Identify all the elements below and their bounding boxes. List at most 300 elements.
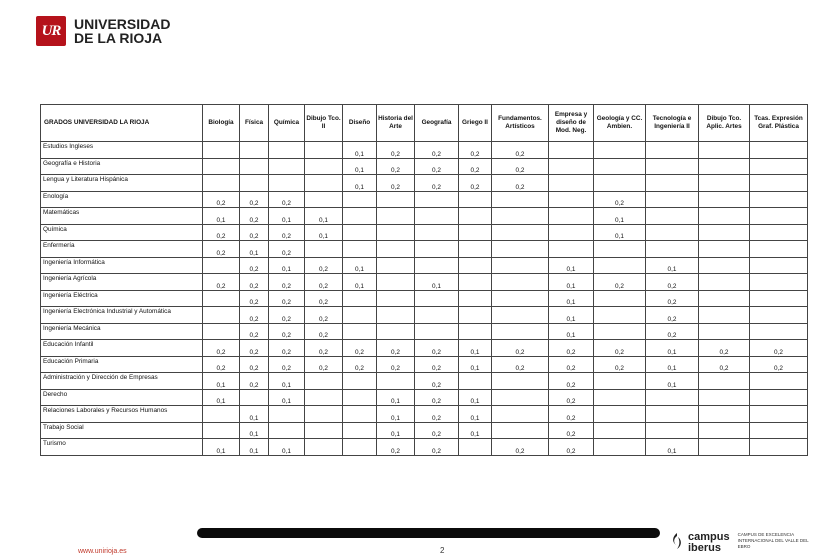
weight-cell: 0,2	[594, 191, 646, 208]
weight-cell	[699, 274, 750, 291]
weight-cell	[203, 422, 240, 439]
weight-cell: 0,2	[415, 356, 459, 373]
weight-cell: 0,2	[492, 439, 549, 456]
page-number: 2	[440, 546, 445, 555]
weight-cell	[240, 142, 269, 159]
weight-cell	[492, 307, 549, 324]
weight-cell: 0,2	[377, 439, 415, 456]
weight-cell: 0,1	[203, 373, 240, 390]
weight-cell: 0,2	[269, 274, 305, 291]
degree-name-cell: Ingeniería Agrícola	[41, 274, 203, 291]
weight-cell	[750, 224, 808, 241]
weight-cell: 0,1	[459, 340, 492, 357]
weight-cell	[549, 142, 594, 159]
university-logo	[36, 16, 170, 46]
website-link[interactable]: www.unirioja.es	[78, 548, 127, 555]
weight-cell: 0,1	[459, 389, 492, 406]
table-row	[41, 340, 808, 357]
weight-cell: 0,2	[343, 340, 377, 357]
weight-cell: 0,2	[459, 175, 492, 192]
weight-cell	[646, 389, 699, 406]
subject-column-header: Fundamentos. Artísticos	[492, 105, 549, 142]
weight-cell	[492, 241, 549, 258]
weight-cell	[492, 191, 549, 208]
weight-cell	[305, 175, 343, 192]
weight-cell	[699, 241, 750, 258]
table-row	[41, 323, 808, 340]
weight-cell	[203, 307, 240, 324]
weight-cell: 0,2	[240, 323, 269, 340]
weight-cell: 0,1	[240, 439, 269, 456]
campus-name	[688, 532, 730, 554]
weight-cell: 0,2	[240, 257, 269, 274]
weight-cell: 0,2	[377, 142, 415, 159]
weight-cell: 0,2	[415, 340, 459, 357]
table-row	[41, 158, 808, 175]
weight-cell	[377, 307, 415, 324]
weight-cell: 0,1	[377, 389, 415, 406]
weight-cell	[492, 274, 549, 291]
weight-cell	[646, 422, 699, 439]
weight-cell: 0,1	[459, 356, 492, 373]
weight-cell: 0,2	[415, 406, 459, 423]
weight-cell: 0,1	[646, 356, 699, 373]
subject-column-header: Tcas. Expresión Graf. Plástica	[750, 105, 808, 142]
weight-cell: 0,1	[646, 257, 699, 274]
weight-cell: 0,1	[203, 389, 240, 406]
degree-name-cell: Ingeniería Eléctrica	[41, 290, 203, 307]
degree-name-cell: Relaciones Laborales y Recursos Humanos	[41, 406, 203, 423]
weight-cell: 0,2	[203, 241, 240, 258]
weighting-table	[40, 104, 808, 456]
weight-cell	[343, 191, 377, 208]
weight-cell: 0,1	[269, 257, 305, 274]
degree-name-cell: Química	[41, 224, 203, 241]
weight-cell	[646, 406, 699, 423]
weight-cell: 0,1	[240, 406, 269, 423]
weight-cell: 0,2	[750, 356, 808, 373]
subject-column-header: Geografía	[415, 105, 459, 142]
weight-cell: 0,2	[492, 356, 549, 373]
weight-cell: 0,2	[269, 307, 305, 324]
weight-cell: 0,2	[594, 274, 646, 291]
weight-cell	[377, 373, 415, 390]
weight-cell	[699, 439, 750, 456]
weight-cell	[750, 175, 808, 192]
table-row	[41, 422, 808, 439]
weight-cell	[549, 191, 594, 208]
weight-cell: 0,2	[269, 356, 305, 373]
weight-cell: 0,2	[305, 290, 343, 307]
weight-cell	[343, 290, 377, 307]
weight-cell: 0,1	[377, 422, 415, 439]
weight-cell: 0,2	[594, 356, 646, 373]
weight-cell	[492, 389, 549, 406]
weight-cell	[377, 290, 415, 307]
campus-iberus-icon	[670, 532, 684, 550]
subject-column-header: Tecnología e Ingeniería II	[646, 105, 699, 142]
campus-description: CAMPUS DE EXCELENCIA INTERNACIONAL DEL VALLE DEL EBRO	[737, 532, 809, 549]
weight-cell	[492, 224, 549, 241]
weight-cell: 0,2	[305, 323, 343, 340]
weight-cell: 0,1	[646, 340, 699, 357]
degree-name-cell: Derecho	[41, 389, 203, 406]
weight-cell	[594, 142, 646, 159]
weight-cell	[492, 406, 549, 423]
weight-cell: 0,1	[343, 274, 377, 291]
weight-cell: 0,2	[549, 389, 594, 406]
weight-cell	[646, 208, 699, 225]
table-row	[41, 208, 808, 225]
subject-column-header: Dibujo Tco. Aplic. Artes	[699, 105, 750, 142]
weight-cell	[305, 158, 343, 175]
weight-cell	[699, 307, 750, 324]
weight-cell: 0,1	[343, 158, 377, 175]
weight-cell: 0,2	[269, 191, 305, 208]
weight-cell: 0,1	[594, 224, 646, 241]
weight-cell	[492, 290, 549, 307]
campus-name-2: iberus	[688, 542, 722, 554]
weight-cell: 0,2	[415, 422, 459, 439]
weight-cell	[305, 406, 343, 423]
weight-cell: 0,2	[343, 356, 377, 373]
weight-cell	[415, 191, 459, 208]
weight-cell	[646, 224, 699, 241]
subject-column-header: Biología	[203, 105, 240, 142]
weight-cell	[750, 274, 808, 291]
weight-cell	[415, 208, 459, 225]
weight-cell: 0,2	[549, 356, 594, 373]
weight-cell: 0,2	[240, 224, 269, 241]
weight-cell	[415, 257, 459, 274]
weight-cell: 0,2	[459, 158, 492, 175]
weight-cell	[492, 323, 549, 340]
weight-cell: 0,1	[549, 274, 594, 291]
weight-cell	[305, 191, 343, 208]
table-row	[41, 224, 808, 241]
weight-cell	[594, 241, 646, 258]
weight-cell: 0,2	[240, 191, 269, 208]
weight-cell: 0,2	[750, 340, 808, 357]
weight-cell	[459, 439, 492, 456]
weight-cell	[240, 175, 269, 192]
ur-logo-icon: UR	[36, 16, 66, 46]
weight-cell: 0,2	[646, 290, 699, 307]
weight-cell	[699, 191, 750, 208]
weight-cell	[415, 307, 459, 324]
weight-cell	[750, 191, 808, 208]
degree-name-cell: Matemáticas	[41, 208, 203, 225]
subject-column-header: Química	[269, 105, 305, 142]
weight-cell	[203, 290, 240, 307]
weight-cell: 0,2	[415, 439, 459, 456]
weight-cell: 0,1	[549, 323, 594, 340]
weight-cell	[203, 406, 240, 423]
weight-cell	[343, 406, 377, 423]
weight-cell	[750, 439, 808, 456]
degree-name-cell: Enfermería	[41, 241, 203, 258]
weight-cell: 0,2	[415, 373, 459, 390]
weight-cell: 0,2	[203, 356, 240, 373]
weight-cell	[699, 422, 750, 439]
weight-cell: 0,1	[203, 439, 240, 456]
weight-cell	[240, 158, 269, 175]
weight-cell: 0,2	[549, 340, 594, 357]
degree-column-header: GRADOS UNIVERSIDAD LA RIOJA	[41, 105, 203, 142]
weight-cell	[750, 241, 808, 258]
weight-cell	[305, 439, 343, 456]
weight-cell	[699, 290, 750, 307]
degree-name-cell: Enología	[41, 191, 203, 208]
weight-cell	[377, 191, 415, 208]
weight-cell	[269, 142, 305, 159]
weight-cell: 0,2	[492, 340, 549, 357]
weight-cell	[549, 241, 594, 258]
weight-cell: 0,1	[269, 389, 305, 406]
weight-cell	[343, 323, 377, 340]
table-row	[41, 389, 808, 406]
weight-cell	[750, 406, 808, 423]
weight-cell	[699, 208, 750, 225]
weight-cell	[377, 274, 415, 291]
weight-cell: 0,2	[240, 373, 269, 390]
weight-cell	[594, 290, 646, 307]
weight-cell: 0,2	[240, 307, 269, 324]
weight-cell	[269, 158, 305, 175]
weight-cell	[594, 389, 646, 406]
weight-cell: 0,2	[269, 323, 305, 340]
weight-cell	[305, 422, 343, 439]
table-row	[41, 290, 808, 307]
weight-cell: 0,2	[549, 422, 594, 439]
weight-cell: 0,1	[343, 175, 377, 192]
weight-cell: 0,1	[549, 290, 594, 307]
weight-cell: 0,2	[415, 142, 459, 159]
weight-cell: 0,1	[594, 208, 646, 225]
weight-cell: 0,1	[305, 224, 343, 241]
weight-cell: 0,2	[240, 356, 269, 373]
weight-cell: 0,2	[646, 323, 699, 340]
weight-cell: 0,2	[549, 373, 594, 390]
weight-cell	[699, 158, 750, 175]
weight-cell	[377, 257, 415, 274]
weight-cell	[750, 389, 808, 406]
subject-column-header: Física	[240, 105, 269, 142]
weight-cell	[594, 406, 646, 423]
degree-name-cell: Lengua y Literatura Hispánica	[41, 175, 203, 192]
table-row	[41, 373, 808, 390]
weight-cell	[459, 373, 492, 390]
weight-cell	[699, 175, 750, 192]
weight-cell	[750, 323, 808, 340]
weight-cell: 0,2	[305, 274, 343, 291]
weight-cell	[377, 241, 415, 258]
weight-cell	[594, 373, 646, 390]
weight-cell: 0,2	[305, 340, 343, 357]
weight-cell: 0,2	[305, 257, 343, 274]
subject-column-header: Griego II	[459, 105, 492, 142]
degree-name-cell: Ingeniería Mecánica	[41, 323, 203, 340]
weight-cell	[305, 142, 343, 159]
table-row	[41, 406, 808, 423]
table-row	[41, 307, 808, 324]
weight-cell: 0,2	[269, 340, 305, 357]
weight-cell	[594, 175, 646, 192]
weight-cell: 0,2	[492, 158, 549, 175]
table-row	[41, 241, 808, 258]
weight-cell	[750, 158, 808, 175]
subject-column-header: Geología y CC. Ambien.	[594, 105, 646, 142]
weight-cell	[594, 307, 646, 324]
weight-cell: 0,1	[377, 406, 415, 423]
weight-cell: 0,2	[203, 340, 240, 357]
weight-cell: 0,1	[343, 142, 377, 159]
weight-cell: 0,2	[240, 340, 269, 357]
weight-cell	[646, 158, 699, 175]
weight-cell	[549, 208, 594, 225]
campus-iberus-logo	[670, 532, 814, 554]
weight-cell: 0,2	[240, 290, 269, 307]
weight-cell	[699, 257, 750, 274]
weight-cell	[699, 323, 750, 340]
weight-cell: 0,2	[594, 340, 646, 357]
degree-name-cell: Administración y Dirección de Empresas	[41, 373, 203, 390]
weight-cell	[415, 323, 459, 340]
weight-cell: 0,2	[377, 356, 415, 373]
weight-cell: 0,2	[203, 274, 240, 291]
weight-cell	[459, 241, 492, 258]
weight-cell: 0,2	[377, 340, 415, 357]
weight-cell: 0,2	[305, 307, 343, 324]
weight-cell: 0,2	[240, 274, 269, 291]
table-row	[41, 439, 808, 456]
table-row	[41, 191, 808, 208]
weight-cell	[492, 257, 549, 274]
weight-cell	[459, 191, 492, 208]
weight-cell	[492, 208, 549, 225]
weight-cell: 0,2	[415, 158, 459, 175]
weight-cell	[492, 373, 549, 390]
table-body	[41, 142, 808, 456]
weight-cell	[240, 389, 269, 406]
weight-cell	[203, 323, 240, 340]
weight-cell: 0,2	[203, 224, 240, 241]
weight-cell	[646, 191, 699, 208]
weight-cell	[377, 208, 415, 225]
logo-line-1: UNIVERSIDAD	[74, 16, 171, 32]
weight-cell	[699, 224, 750, 241]
weight-cell	[305, 389, 343, 406]
weight-cell	[305, 373, 343, 390]
weight-cell: 0,1	[269, 373, 305, 390]
table-row	[41, 257, 808, 274]
degree-name-cell: Geografía e Historia	[41, 158, 203, 175]
weight-cell: 0,1	[646, 439, 699, 456]
weight-cell: 0,1	[203, 208, 240, 225]
weight-cell	[377, 224, 415, 241]
weight-cell: 0,1	[305, 208, 343, 225]
weight-cell	[459, 208, 492, 225]
weight-cell: 0,1	[549, 257, 594, 274]
weight-cell: 0,2	[203, 191, 240, 208]
weight-cell: 0,2	[269, 224, 305, 241]
weight-cell	[415, 224, 459, 241]
weight-cell: 0,2	[549, 439, 594, 456]
table-row	[41, 356, 808, 373]
weight-cell	[203, 142, 240, 159]
weight-cell	[459, 290, 492, 307]
weight-cell: 0,1	[240, 422, 269, 439]
degree-name-cell: Trabajo Social	[41, 422, 203, 439]
weight-cell	[750, 142, 808, 159]
weight-cell	[750, 257, 808, 274]
weight-cell: 0,1	[459, 406, 492, 423]
weight-cell	[343, 208, 377, 225]
weight-cell	[492, 422, 549, 439]
weight-cell	[549, 175, 594, 192]
weight-cell	[269, 175, 305, 192]
weight-cell	[594, 422, 646, 439]
weight-cell	[343, 307, 377, 324]
weight-cell	[750, 422, 808, 439]
weight-cell	[646, 175, 699, 192]
table-row	[41, 175, 808, 192]
weight-cell	[377, 323, 415, 340]
weight-cell	[459, 257, 492, 274]
weight-cell	[459, 274, 492, 291]
weight-cell: 0,2	[269, 290, 305, 307]
degree-name-cell: Educación Primaria	[41, 356, 203, 373]
table-row	[41, 142, 808, 159]
weight-cell: 0,1	[646, 373, 699, 390]
degree-name-cell: Educación Infantil	[41, 340, 203, 357]
degree-name-cell: Turismo	[41, 439, 203, 456]
subject-column-header: Diseño	[343, 105, 377, 142]
weight-cell: 0,1	[240, 241, 269, 258]
weight-cell	[203, 158, 240, 175]
weight-cell	[203, 175, 240, 192]
weight-cell	[343, 389, 377, 406]
weight-cell: 0,1	[459, 422, 492, 439]
weight-cell	[343, 241, 377, 258]
weight-cell	[269, 406, 305, 423]
subject-column-header: Dibujo Tco. II	[305, 105, 343, 142]
weight-cell	[343, 224, 377, 241]
weight-cell: 0,1	[415, 274, 459, 291]
weight-cell: 0,1	[269, 439, 305, 456]
weight-cell	[594, 257, 646, 274]
weight-cell	[343, 373, 377, 390]
weight-cell	[646, 142, 699, 159]
weight-cell	[750, 373, 808, 390]
weight-cell: 0,2	[269, 241, 305, 258]
table-row	[41, 274, 808, 291]
weight-cell: 0,2	[240, 208, 269, 225]
weight-cell	[549, 158, 594, 175]
weight-cell	[646, 241, 699, 258]
weight-cell	[750, 307, 808, 324]
weight-cell: 0,2	[699, 356, 750, 373]
weight-cell	[699, 406, 750, 423]
degree-name-cell: Ingeniería Informática	[41, 257, 203, 274]
weight-cell: 0,2	[646, 307, 699, 324]
weight-cell	[699, 373, 750, 390]
weight-cell	[594, 323, 646, 340]
weight-cell	[415, 290, 459, 307]
weight-cell: 0,1	[269, 208, 305, 225]
weight-cell: 0,2	[459, 142, 492, 159]
weight-cell: 0,1	[549, 307, 594, 324]
